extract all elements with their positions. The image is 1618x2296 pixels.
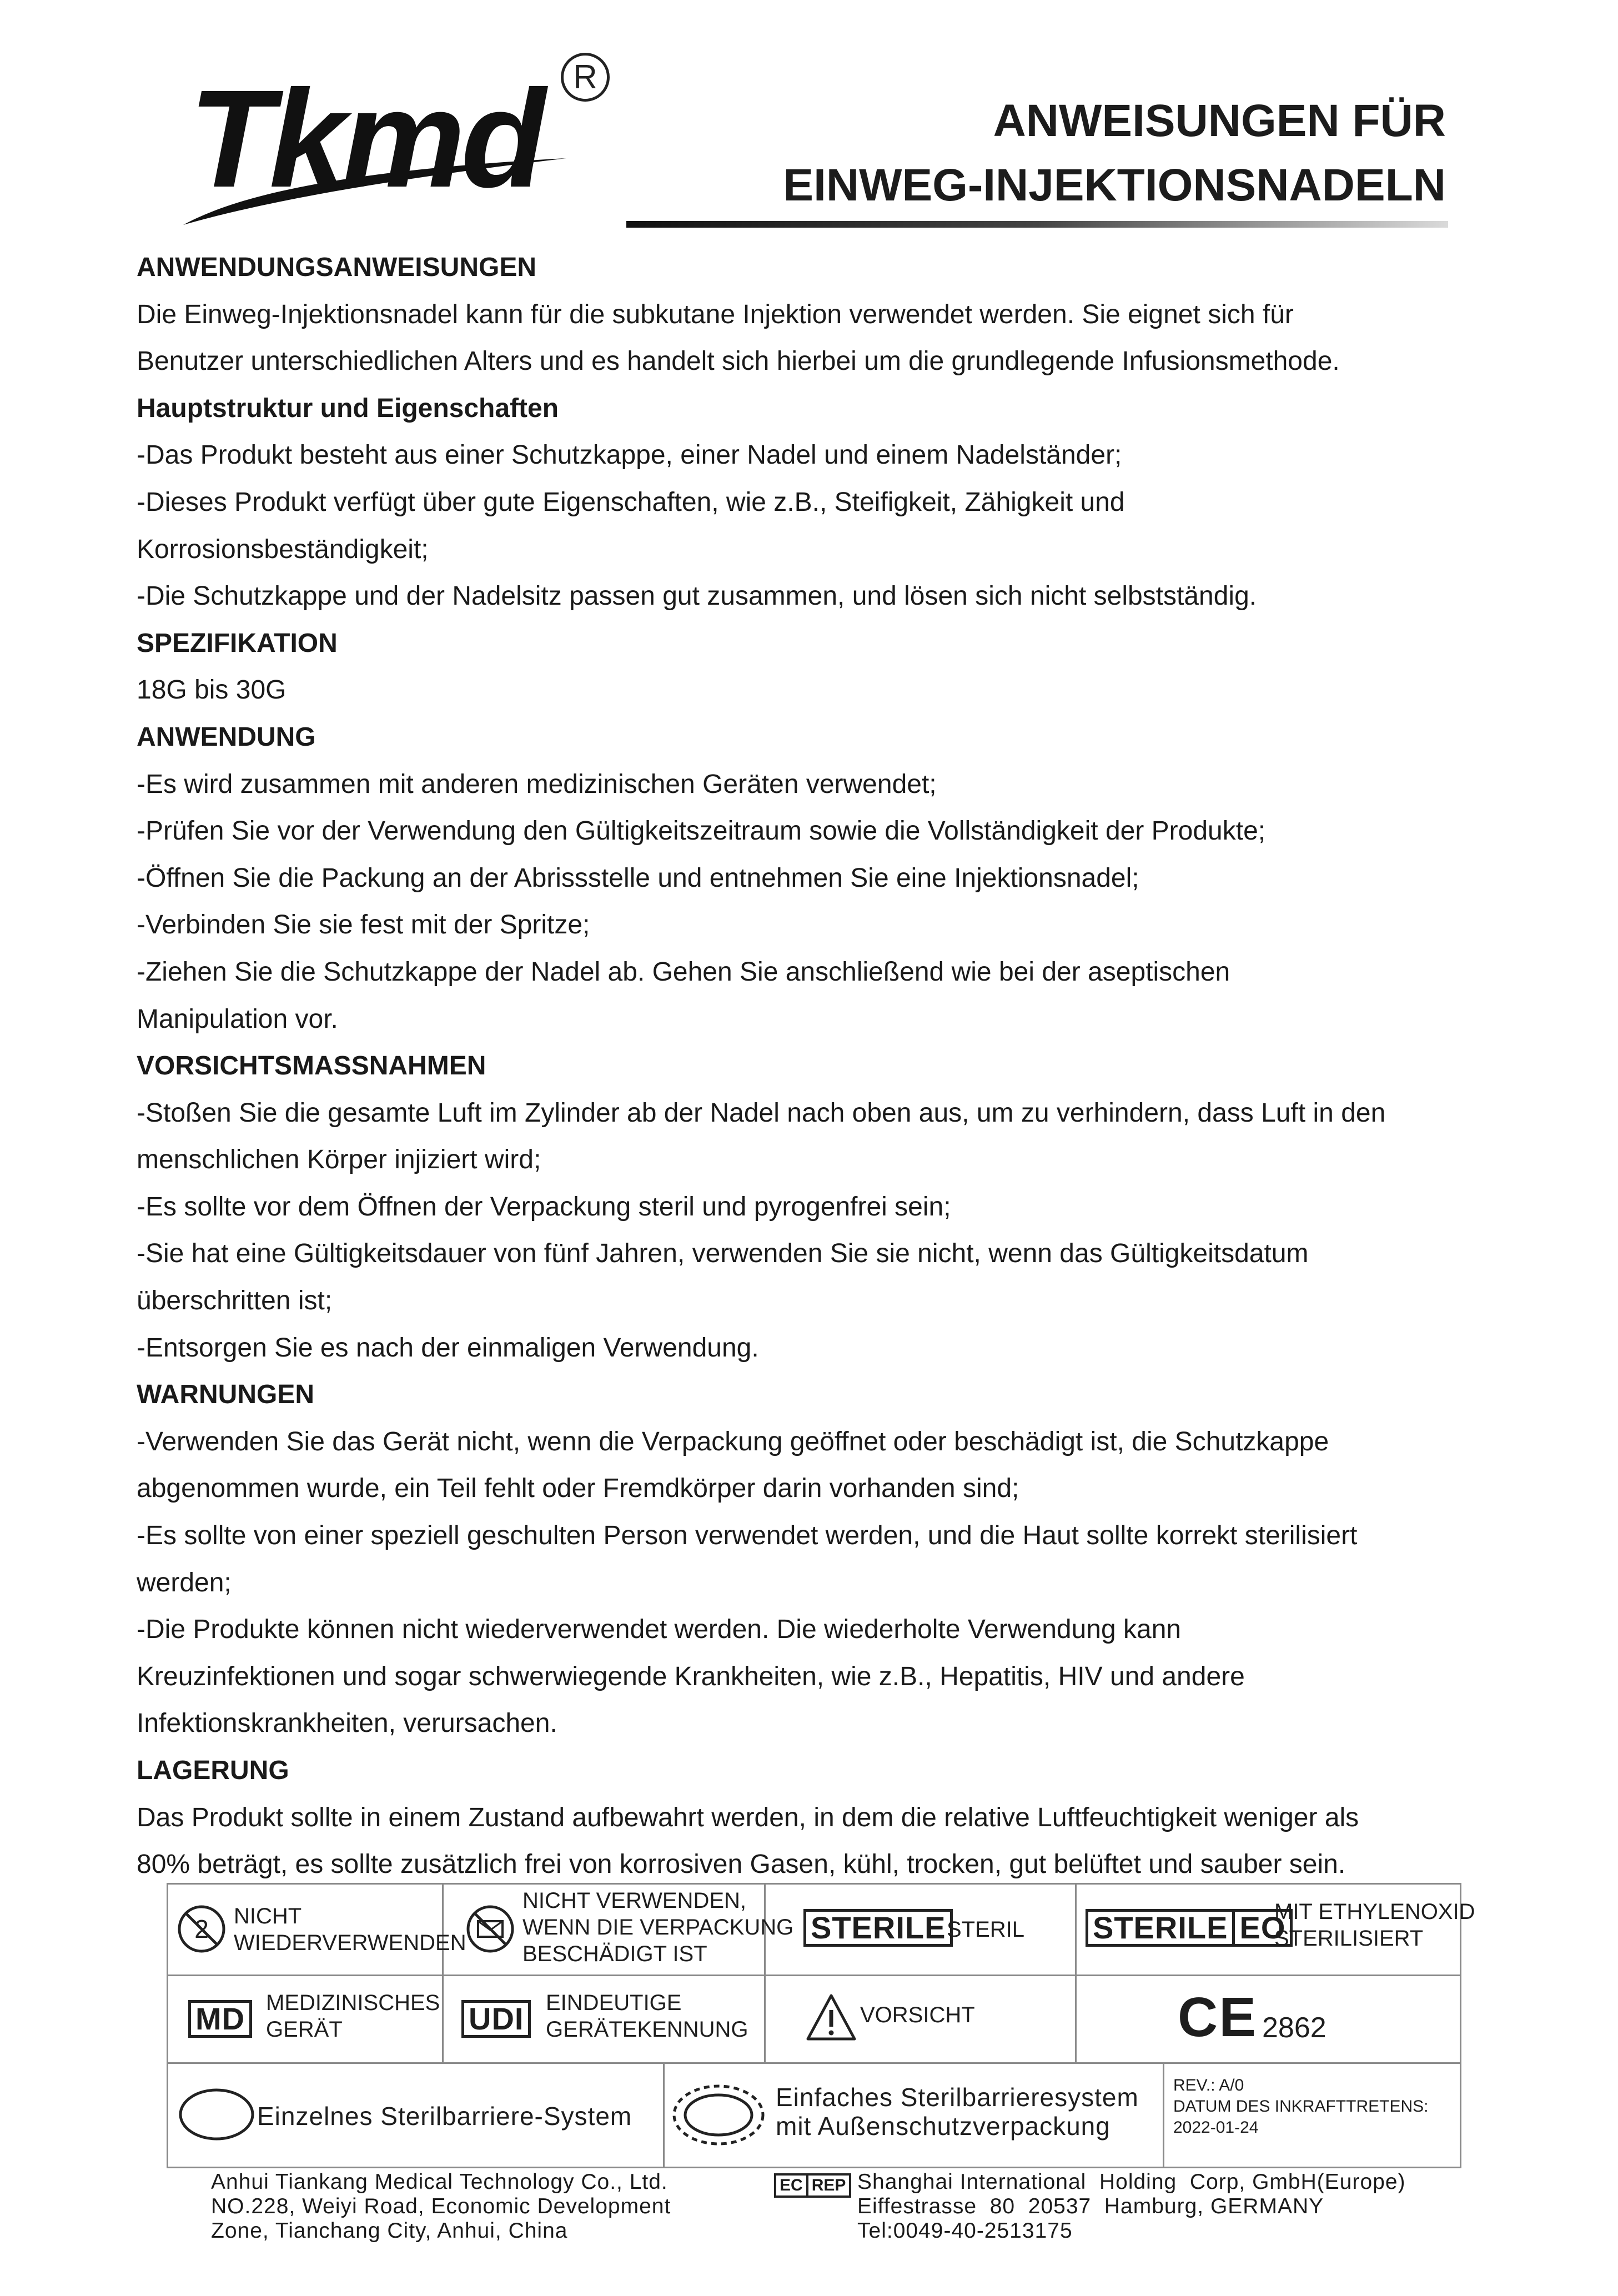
body-text-line: -Stoßen Sie die gesamte Luft im Zylinder ab der Nadel nach oben aus, um zu verhindern, dass Luft in den [137,1098,1386,1128]
manufacturer-line-2: NO.228, Weiyi Road, Economic Development [211,2194,671,2218]
section-heading: ANWENDUNG [137,722,316,752]
body-text-line: 18G bis 30G [137,675,287,705]
section-heading: VORSICHTSMASSNAHMEN [137,1051,486,1081]
body-text-line: Kreuzinfektionen und sogar schwerwiegende Krankheiten, wie z.B., Hepatitis, HIV und andere [137,1661,1245,1691]
ec-representative-address [857,2170,1406,2243]
ec-rep-badge-left: EC [780,2176,803,2194]
body-text-line: -Prüfen Sie vor der Verwendung den Gültigkeitszeitraum sowie die Vollständigkeit der Produkte; [137,816,1266,846]
single-barrier-label: Einzelnes Sterilbarriere-System [257,2102,632,2131]
udi-label-2: GERÄTEKENNUNG [546,2017,748,2042]
section-heading: Hauptstruktur und Eigenschaften [137,393,559,423]
double-barrier-label-2: mit Außenschutzverpackung [776,2112,1111,2141]
symbol-row [168,1975,1460,2064]
body-text-line: -Entsorgen Sie es nach der einmaligen Verwendung. [137,1333,759,1363]
ec-rep-line-1: Shanghai International Holding Corp, GmbH(Europe) [857,2170,1406,2194]
section-heading: SPEZIFIKATION [137,628,338,658]
caution-triangle-icon [805,1992,858,2042]
effective-date-label: DATUM DES INKRAFTTRETENS: [1173,2097,1429,2116]
body-text-line: -Sie hat eine Gültigkeitsdauer von fünf Jahren, verwenden Sie sie nicht, wenn das Gültigkeitsdatum [137,1239,1309,1269]
section-heading: ANWENDUNGSANWEISUNGEN [137,253,536,282]
brand-logo [178,53,622,236]
body-text-line: werden; [137,1567,232,1597]
symbol-cell-udi [444,1975,766,2062]
damaged-package-label-1: NICHT VERWENDEN, [522,1888,747,1913]
sterile-eo-symbol [1086,1909,1293,1947]
logo-text: Tkmd [189,61,541,216]
body-text-line: Die Einweg-Injektionsnadel kann für die subkutane Injektion verwendet werden. Sie eignet sich für [137,299,1294,329]
md-symbol: MD [188,2000,252,2038]
body-text-line: -Öffnen Sie die Packung an der Abrissstelle und entnehmen Sie eine Injektionsnadel; [137,863,1139,893]
body-text-line: -Das Produkt besteht aus einer Schutzkappe, einer Nadel und einem Nadelständer; [137,440,1122,470]
svg-text:2: 2 [194,1915,209,1943]
title-line-1: ANWEISUNGEN FÜR [993,96,1446,146]
ce-mark-icon: CE [1178,1986,1257,2048]
symbol-cell-sterile [766,1885,1077,1975]
ce-notified-body-number: 2862 [1262,2012,1326,2044]
symbol-cell-no-reuse [168,1885,466,1975]
symbol-cell-caution [766,1975,1077,2062]
do-not-reuse-icon [176,1903,227,1955]
section-heading: WARNUNGEN [137,1380,314,1410]
sterile-eo-label-1: MIT ETHYLENOXID [1274,1900,1475,1924]
damaged-package-label-2: WENN DIE VERPACKUNG [522,1915,794,1940]
body-text-line: -Es sollte von einer speziell geschulten Person verwendet werden, und die Haut sollte korrekt sterilisiert [137,1521,1358,1551]
document-body [137,244,1514,1888]
symbol-cell-ce [1077,1975,1461,2062]
body-text-line: menschlichen Körper injiziert wird; [137,1145,541,1175]
double-barrier-label-1: Einfaches Sterilbarrieresystem [776,2083,1139,2112]
symbol-row [168,2062,1460,2168]
sterile-eo-symbol-suffix: EO [1232,1912,1290,1944]
body-text-line: Manipulation vor. [137,1004,338,1034]
double-barrier-icon [670,2082,767,2148]
sterile-symbol: STERILE [803,1909,953,1947]
section-heading: LAGERUNG [137,1756,289,1785]
body-text-line: -Dieses Produkt verfügt über gute Eigenschaften, wie z.B., Steifigkeit, Zähigkeit und [137,487,1125,517]
symbol-legend-table [167,1883,1475,2168]
body-text-line: -Es wird zusammen mit anderen medizinischen Geräten verwendet; [137,769,937,799]
body-text-line: 80% beträgt, es sollte zusätzlich frei von korrosiven Gasen, kühl, trocken, gut belüftet und sauber sein. [137,1850,1346,1880]
manufacturer-address [211,2170,671,2243]
md-label-2: GERÄT [266,2017,343,2042]
body-text-line: überschritten ist; [137,1286,333,1316]
damaged-package-icon [465,1903,516,1955]
manufacturer-line-1: Anhui Tiankang Medical Technology Co., Ltd. [211,2170,668,2194]
symbol-cell-single-barrier [168,2062,665,2168]
symbol-cell-sterile-eo [1077,1885,1475,1975]
body-text-line: -Verbinden Sie sie fest mit der Spritze; [137,910,590,940]
no-reuse-label-2: WIEDERVERWENDEN [234,1931,466,1955]
manufacturer-line-3: Zone, Tianchang City, Anhui, China [211,2219,568,2243]
document-title [783,89,1446,218]
body-text-line: Korrosionsbeständigkeit; [137,534,429,564]
revision-number: REV.: A/0 [1173,2076,1244,2094]
body-text-line: -Verwenden Sie das Gerät nicht, wenn die Verpackung geöffnet oder beschädigt ist, die Schutzkappe [137,1426,1329,1456]
effective-date: 2022-01-24 [1173,2118,1259,2137]
body-text-line: abgenommen wurde, ein Teil fehlt oder Fremdkörper darin vorhanden sind; [137,1474,1019,1504]
md-label-1: MEDIZINISCHES [266,1991,440,2015]
single-barrier-icon [177,2087,256,2142]
registered-mark-icon: R [561,53,610,102]
ec-rep-line-2: Eiffestrasse 80 20537 Hamburg, GERMANY [857,2194,1324,2218]
body-text-line: Das Produkt sollte in einem Zustand aufbewahrt werden, in dem die relative Luftfeuchtigkeit weniger als [137,1802,1359,1832]
caution-label: VORSICHT [860,2003,975,2027]
body-text-line: Benutzer unterschiedlichen Alters und es handelt sich hierbei um die grundlegende Infusionsmethode. [137,346,1340,376]
body-text-line: -Ziehen Sie die Schutzkappe der Nadel ab. Gehen Sie anschließend wie bei der aseptischen [137,957,1230,987]
symbol-cell-damaged-package [444,1885,794,1975]
no-reuse-label-1: NICHT [234,1904,302,1928]
udi-symbol: UDI [461,2000,531,2038]
sterile-eo-label-2: STERILISIERT [1274,1926,1424,1951]
ec-rep-badge-right: REP [806,2176,850,2195]
sterile-eo-symbol-main: STERILE [1093,1910,1228,1945]
revision-info-cell [1164,2062,1461,2168]
ec-rep-badge [774,2173,851,2198]
damaged-package-label-3: BESCHÄDIGT IST [522,1942,707,1966]
sterile-label: STERIL [947,1917,1025,1942]
body-text-line: -Die Schutzkappe und der Nadelsitz passen gut zusammen, und lösen sich nicht selbstständig. [137,581,1257,611]
symbol-cell-md [168,1975,444,2062]
title-divider [626,221,1448,228]
body-text-line: Infektionskrankheiten, verursachen. [137,1709,557,1739]
body-text-line: -Die Produkte können nicht wiederverwendet werden. Die wiederholte Verwendung kann [137,1615,1182,1645]
title-line-2: EINWEG-INJEKTIONSNADELN [783,160,1446,210]
udi-label-1: EINDEUTIGE [546,1991,682,2015]
body-text-line: -Es sollte vor dem Öffnen der Verpackung steril und pyrogenfrei sein; [137,1192,951,1222]
symbol-row [168,1885,1475,1976]
symbol-cell-double-barrier [665,2062,1164,2168]
ec-rep-line-3: Tel:0049-40-2513175 [857,2219,1073,2243]
